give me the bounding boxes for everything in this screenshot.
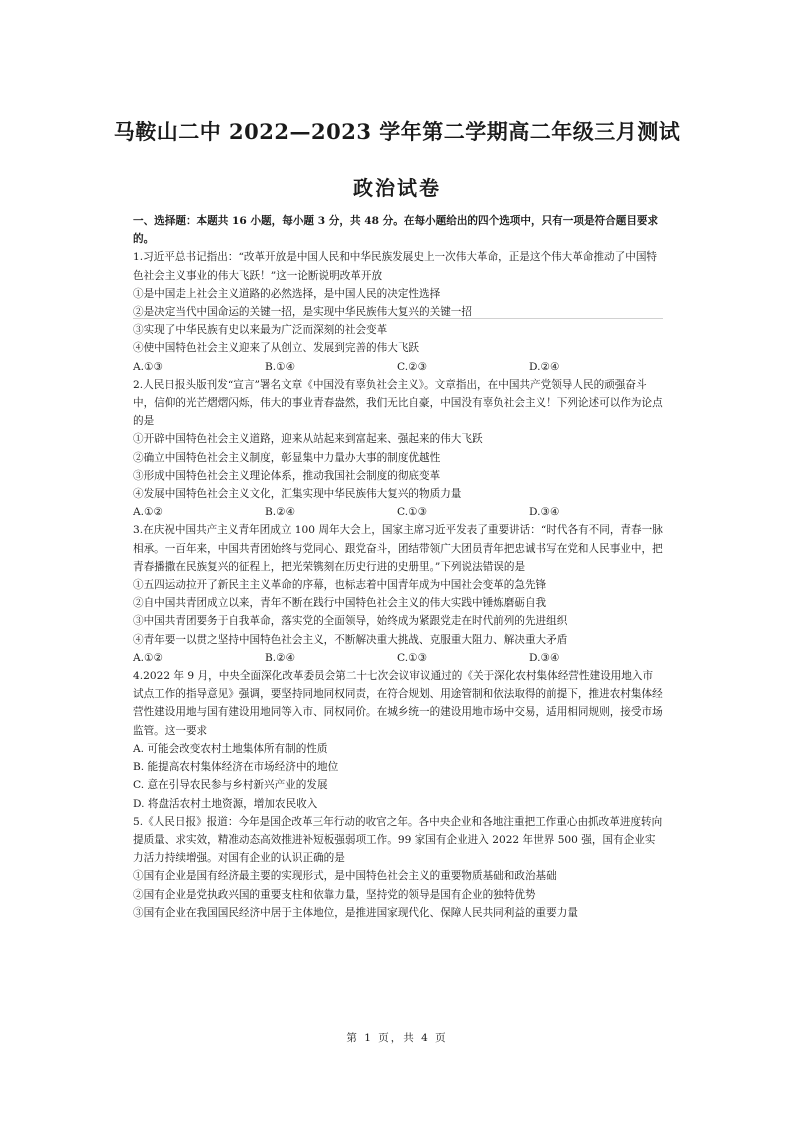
question-4-option-d: D. 将盘活农村土地资源，增加农民收入 [133, 797, 318, 810]
choice-b: B.②④ [265, 651, 296, 664]
question-4-option-b: B. 能提高农村集体经济在市场经济中的地位 [133, 761, 339, 774]
page-subtitle: 政治试卷 [353, 176, 441, 200]
question-5-item-1: ①国有企业是国有经济最主要的实现形式，是中国特色社会主义的重要物质基础和政治基础 [133, 870, 557, 883]
choice-c: C.①③ [397, 651, 428, 664]
choice-b: B.①④ [265, 360, 296, 373]
question-3-item-3: ③中国共青团要务于自我革命，落实党的全面领导，始终成为紧跟党走在时代前列的先进组织 [133, 615, 568, 628]
choice-c: C.①③ [397, 506, 428, 519]
question-3-item-1: ①五四运动拉开了新民主主义革命的序幕，也标志着中国青年成为中国社会变革的急先锋 [133, 579, 547, 592]
question-2-choices [133, 503, 663, 521]
page-title: 马鞍山二中 2022—2023 学年第二学期高二年级三月测试 [113, 119, 681, 144]
question-4-option-c: C. 意在引导农民参与乡村新兴产业的发展 [133, 779, 328, 792]
question-5-item-2: ②国有企业是党执政兴国的重要支柱和依靠力量，坚持党的领导是国有企业的独特优势 [133, 888, 536, 901]
question-2-item-1: ①开辟中国特色社会主义道路，迎来从站起来到富起来、强起来的伟大飞跃 [133, 433, 483, 446]
question-2-stem: 2.人民日报头版刊发“宣言”署名文章《中国没有辜负社会主义》。文章指出，在中国共产党领导人民的顽强奋斗中，信仰的光芒熠熠闪烁，伟大的事业青春盎然，我们无比自豪，中国没有辜负社会主义！下列论述可以作为论点的是 [133, 378, 663, 428]
question-1-item-4: ④使中国特色社会主义迎来了从创立、发展到完善的伟大飞跃 [133, 342, 420, 355]
question-2-item-4: ④发展中国特色社会主义文化，汇集实现中华民族伟大复兴的物质力量 [133, 488, 462, 501]
question-5-item-3: ③国有企业在我国国民经济中居于主体地位，是推进国家现代化、保障人民共同利益的重要力量 [133, 906, 578, 919]
question-1-choices [133, 358, 663, 376]
question-3-item-4: ④青年要一以贯之坚持中国特色社会主义，不断解决重大挑战、克服重大阻力、解决重大矛盾 [133, 633, 568, 646]
page-number: 第 1 页，共 4 页 [346, 1032, 448, 1044]
question-4-stem: 4.2022 年 9 月，中央全面深化改革委员会第二十七次会议审议通过的《关于深化农村集体经营性建设用地入市试点工作的指导意见》强调，要坚持同地同权同责，在符合规划、用途管制和依法取得的前提下，推进农村集体经营性建设用地与国有建设用地同等入市、同权同价。在城乡统一的建设用地市场中交易，适用相同规则，接受市场监管。这一要求 [133, 670, 663, 737]
choice-a: A.①② [133, 651, 164, 664]
choice-d: D.③④ [529, 651, 560, 664]
question-1-stem: 1.习近平总书记指出：“改革开放是中国人民和中华民族发展史上一次伟大革命，正是这个伟大革命推动了中国特色社会主义事业的伟大飞跃！”这一论断说明改革开放 [133, 251, 658, 282]
choice-c: C.②③ [397, 360, 428, 373]
question-3-stem: 3.在庆祝中国共产主义青年团成立 100 周年大会上，国家主席习近平发表了重要讲话：“时代各有不同，青春一脉相承。一百年来，中国共青团始终与党同心、跟党奋斗，团结带领广大团员青年把忠诚书写在党和人民事业中，把青春播撒在民族复兴的征程上，把光荣镌刻在历史行进的史册里。”下列说法错误的是 [133, 524, 663, 573]
question-1-item-3: ③实现了中华民族有史以来最为广泛而深刻的社会变革 [133, 324, 388, 337]
choice-a: A.①② [133, 506, 164, 519]
choice-b: B.②④ [265, 506, 296, 519]
choice-d: D.②④ [529, 360, 560, 373]
question-5-stem: 5.《人民日报》报道：今年是国企改革三年行动的收官之年。各中央企业和各地注重把工作重心由抓改革进度转向提质量、求实效，精准动态高效推进补短板强弱项工作。99 家国有企业进入 2022 年世界 500 强，国有企业实力活力持续增强。对国有企业的认识正确的是 [133, 815, 663, 865]
question-1-item-2: ②是决定当代中国命运的关键一招，是实现中华民族伟大复兴的关键一招 [133, 306, 472, 319]
question-3-item-2: ②自中国共青团成立以来，青年不断在践行中国特色社会主义的伟大实践中锤炼磨砺自我 [133, 597, 547, 610]
question-1-item-1: ①是中国走上社会主义道路的必然选择，是中国人民的决定性选择 [133, 287, 441, 300]
question-3-choices [133, 649, 663, 667]
choice-a: A.①③ [133, 360, 164, 373]
question-2-item-3: ③形成中国特色社会主义理论体系，推动我国社会制度的彻底变革 [133, 469, 441, 482]
question-2-item-2: ②确立中国特色社会主义制度，彰显集中力量办大事的制度优越性 [133, 451, 441, 464]
question-content [133, 212, 663, 922]
choice-d: D.③④ [529, 506, 560, 519]
section-heading: 一、选择题：本题共 16 小题，每小题 3 分，共 48 分。在每小题给出的四个选项中，只有一项是符合题目要求的。 [133, 215, 659, 246]
question-4-option-a: A. 可能会改变农村土地集体所有制的性质 [133, 742, 328, 755]
